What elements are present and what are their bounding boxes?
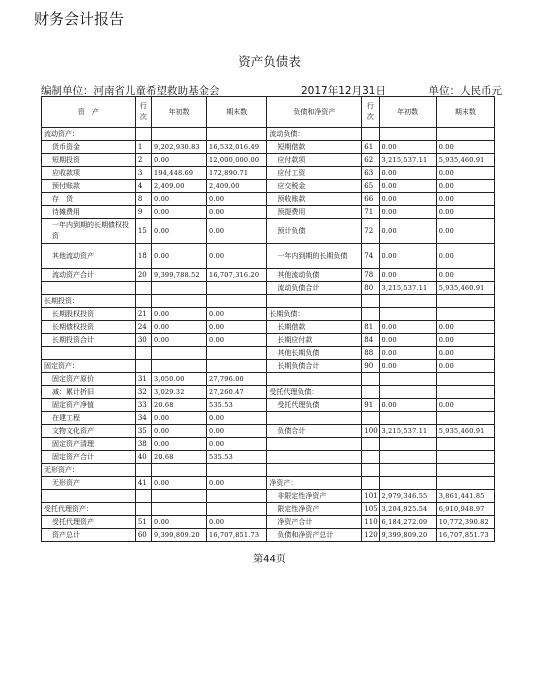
table-cell <box>152 503 207 516</box>
table-cell: 3,204,925.54 <box>379 503 436 516</box>
table-cell: 短期投资 <box>42 154 136 167</box>
table-cell <box>436 308 494 321</box>
table-cell: 长期投资合计 <box>42 334 136 347</box>
table-cell: 0.00 <box>152 206 207 219</box>
table-row <box>42 308 495 321</box>
table-cell: 3,215,537.11 <box>379 154 436 167</box>
table-cell <box>207 295 267 308</box>
table-cell <box>267 295 362 308</box>
table-cell: 长期借款 <box>267 321 362 334</box>
table-cell: 2 <box>135 154 151 167</box>
table-cell <box>135 295 151 308</box>
table-cell: 货币资金 <box>42 141 136 154</box>
column-header: 行次 <box>362 97 379 128</box>
table-cell <box>207 360 267 373</box>
table-cell: 16,532,016.49 <box>207 141 267 154</box>
table-cell: 0.00 <box>436 167 494 180</box>
table-cell: 0.00 <box>152 308 207 321</box>
table-row <box>42 464 495 477</box>
table-cell: 0.00 <box>207 193 267 206</box>
table-row <box>42 451 495 464</box>
table-cell: 88 <box>362 347 379 360</box>
table-cell: 84 <box>362 334 379 347</box>
table-cell: 3,050.00 <box>152 373 207 386</box>
table-cell <box>267 412 362 425</box>
table-row <box>42 360 495 373</box>
table-cell: 80 <box>362 282 379 295</box>
table-cell <box>362 412 379 425</box>
table-cell: 流动资产： <box>42 128 136 141</box>
table-cell: 0.00 <box>207 516 267 529</box>
table-cell: 38 <box>135 438 151 451</box>
table-cell: 62 <box>362 154 379 167</box>
table-cell: 存 货 <box>42 193 136 206</box>
table-cell: 90 <box>362 360 379 373</box>
table-cell: 一年内到期的长期负债 <box>267 244 362 269</box>
table-cell: 0.00 <box>379 141 436 154</box>
table-row <box>42 399 495 412</box>
table-cell <box>379 386 436 399</box>
table-cell: 预付账款 <box>42 180 136 193</box>
table-cell: 0.00 <box>379 269 436 282</box>
table-cell: 非限定性净资产 <box>267 490 362 503</box>
table-cell <box>152 347 207 360</box>
table-cell: 受托代理资产 <box>42 516 136 529</box>
table-cell: 0.00 <box>152 477 207 490</box>
table-cell: 长期负债： <box>267 308 362 321</box>
table-cell: 3,215,537.11 <box>379 425 436 438</box>
table-row <box>42 154 495 167</box>
table-cell: 净资产： <box>267 477 362 490</box>
table-cell <box>152 490 207 503</box>
table-cell: 110 <box>362 516 379 529</box>
table-row <box>42 438 495 451</box>
column-header: 年初数 <box>379 97 436 128</box>
table-cell <box>362 477 379 490</box>
table-cell: 41 <box>135 477 151 490</box>
table-cell <box>135 490 151 503</box>
table-row <box>42 477 495 490</box>
report-header-title: 财务会计报告 <box>34 10 125 28</box>
table-cell <box>152 360 207 373</box>
table-cell <box>152 464 207 477</box>
column-header: 负债和净资产 <box>267 97 362 128</box>
table-cell <box>42 282 136 295</box>
table-cell: 一年内到期的长期债权投资 <box>42 219 136 244</box>
table-cell: 5,935,460.91 <box>436 282 494 295</box>
table-cell: 3,861,441.85 <box>436 490 494 503</box>
table-cell: 3,029.32 <box>152 386 207 399</box>
table-cell: 0.00 <box>379 347 436 360</box>
table-cell: 63 <box>362 167 379 180</box>
table-cell: 预计负债 <box>267 219 362 244</box>
table-cell: 受托代理负债 <box>267 399 362 412</box>
table-cell: 8 <box>135 193 151 206</box>
table-cell: 流动负债合计 <box>267 282 362 295</box>
table-cell <box>379 477 436 490</box>
table-cell: 0.00 <box>436 360 494 373</box>
column-header: 年初数 <box>152 97 207 128</box>
table-cell <box>436 477 494 490</box>
table-cell: 2,409.00 <box>152 180 207 193</box>
table-cell: 16,707,851.73 <box>436 529 494 542</box>
column-header: 行次 <box>135 97 151 128</box>
table-cell: 0.00 <box>152 425 207 438</box>
table-cell: 0.00 <box>207 334 267 347</box>
table-cell: 应付款项 <box>267 154 362 167</box>
report-date: 2017年12月31日 <box>301 85 386 97</box>
table-cell <box>42 347 136 360</box>
table-cell: 0.00 <box>379 244 436 269</box>
table-cell <box>135 464 151 477</box>
table-cell: 0.00 <box>436 180 494 193</box>
table-cell: 35 <box>135 425 151 438</box>
table-cell: 无形资产 <box>42 477 136 490</box>
table-cell: 0.00 <box>207 438 267 451</box>
table-cell <box>379 464 436 477</box>
table-cell: 其他流动资产 <box>42 244 136 269</box>
table-cell: 9,399,809.20 <box>379 529 436 542</box>
table-cell: 0.00 <box>379 360 436 373</box>
table-cell: 固定资产合计 <box>42 451 136 464</box>
table-cell: 61 <box>362 141 379 154</box>
table-cell <box>267 451 362 464</box>
table-cell: 0.00 <box>379 334 436 347</box>
table-cell: 34 <box>135 412 151 425</box>
table-cell <box>379 451 436 464</box>
table-cell: 0.00 <box>207 244 267 269</box>
table-cell: 78 <box>362 269 379 282</box>
table-cell: 9,202,930.83 <box>152 141 207 154</box>
table-row <box>42 295 495 308</box>
table-cell: 33 <box>135 399 151 412</box>
table-cell <box>436 464 494 477</box>
table-cell <box>362 438 379 451</box>
table-cell: 应付工资 <box>267 167 362 180</box>
table-row <box>42 180 495 193</box>
table-cell: 30 <box>135 334 151 347</box>
table-cell: 2,979,346.55 <box>379 490 436 503</box>
table-cell: 9,399,809.20 <box>152 529 207 542</box>
table-row <box>42 373 495 386</box>
table-row <box>42 321 495 334</box>
table-cell: 长期股权投资 <box>42 308 136 321</box>
table-cell <box>207 128 267 141</box>
table-cell: 长期投资： <box>42 295 136 308</box>
table-cell: 0.00 <box>379 167 436 180</box>
table-row <box>42 244 495 269</box>
table-cell <box>436 128 494 141</box>
table-cell: 71 <box>362 206 379 219</box>
table-cell <box>152 128 207 141</box>
table-cell <box>135 282 151 295</box>
table-cell: 3 <box>135 167 151 180</box>
table-cell: 0.00 <box>379 193 436 206</box>
table-cell: 31 <box>135 373 151 386</box>
table-cell: 其他长期负债 <box>267 347 362 360</box>
table-cell: 16,707,851.73 <box>207 529 267 542</box>
table-row <box>42 412 495 425</box>
table-cell: 20.68 <box>152 399 207 412</box>
table-cell <box>267 464 362 477</box>
table-cell <box>152 295 207 308</box>
table-cell: 60 <box>135 529 151 542</box>
table-cell <box>436 412 494 425</box>
table-cell: 长期债权投资 <box>42 321 136 334</box>
table-cell: 105 <box>362 503 379 516</box>
table-cell <box>135 360 151 373</box>
table-cell: 0.00 <box>436 193 494 206</box>
table-cell: 减：累计折旧 <box>42 386 136 399</box>
table-cell: 9,399,788.52 <box>152 269 207 282</box>
table-cell: 0.00 <box>436 347 494 360</box>
table-cell: 0.00 <box>436 399 494 412</box>
table-header-row <box>42 97 495 128</box>
table-cell: 0.00 <box>207 308 267 321</box>
table-cell <box>436 373 494 386</box>
page-title: 资产负债表 <box>238 54 301 69</box>
table-cell: 待摊费用 <box>42 206 136 219</box>
table-cell <box>379 412 436 425</box>
table-cell <box>436 386 494 399</box>
table-cell <box>207 503 267 516</box>
table-cell <box>362 451 379 464</box>
table-cell: 0.00 <box>207 412 267 425</box>
table-cell: 短期借款 <box>267 141 362 154</box>
table-cell: 194,448.69 <box>152 167 207 180</box>
table-cell: 2,409.00 <box>207 180 267 193</box>
table-cell <box>362 373 379 386</box>
table-cell: 0.00 <box>436 206 494 219</box>
balance-sheet-table <box>41 96 495 542</box>
table-cell: 9 <box>135 206 151 219</box>
table-cell: 81 <box>362 321 379 334</box>
table-cell: 流动负债： <box>267 128 362 141</box>
table-cell: 72 <box>362 219 379 244</box>
table-cell: 0.00 <box>379 206 436 219</box>
table-cell <box>379 308 436 321</box>
table-cell <box>152 282 207 295</box>
table-cell: 固定资产净值 <box>42 399 136 412</box>
table-row <box>42 516 495 529</box>
table-cell: 0.00 <box>207 425 267 438</box>
table-cell: 120 <box>362 529 379 542</box>
table-cell: 0.00 <box>436 219 494 244</box>
table-cell: 3,215,537.11 <box>379 282 436 295</box>
table-cell: 0.00 <box>379 180 436 193</box>
table-cell: 6,910,948.97 <box>436 503 494 516</box>
table-cell: 负债和净资产总计 <box>267 529 362 542</box>
table-cell <box>362 308 379 321</box>
table-cell: 51 <box>135 516 151 529</box>
table-cell: 535.53 <box>207 399 267 412</box>
table-cell <box>362 464 379 477</box>
report-meta <box>41 83 502 97</box>
table-cell: 预收账款 <box>267 193 362 206</box>
page-number: 第44页 <box>253 554 286 565</box>
table-cell: 66 <box>362 193 379 206</box>
table-cell: 资产总计 <box>42 529 136 542</box>
table-cell: 在建工程 <box>42 412 136 425</box>
table-cell: 101 <box>362 490 379 503</box>
table-row <box>42 128 495 141</box>
table-cell <box>379 438 436 451</box>
table-row <box>42 219 495 244</box>
table-cell: 24 <box>135 321 151 334</box>
table-cell: 0.00 <box>207 219 267 244</box>
table-row <box>42 386 495 399</box>
table-row <box>42 425 495 438</box>
table-cell <box>207 464 267 477</box>
table-cell <box>267 438 362 451</box>
table-cell: 12,000,000.00 <box>207 154 267 167</box>
column-header: 期末数 <box>436 97 494 128</box>
table-cell: 27,796.00 <box>207 373 267 386</box>
table-cell: 100 <box>362 425 379 438</box>
table-cell: 应交税金 <box>267 180 362 193</box>
table-cell <box>362 386 379 399</box>
table-cell: 0.00 <box>152 193 207 206</box>
table-cell: 0.00 <box>207 206 267 219</box>
table-row <box>42 347 495 360</box>
table-cell <box>207 282 267 295</box>
table-cell: 其他流动负债 <box>267 269 362 282</box>
table-cell <box>362 128 379 141</box>
table-cell: 0.00 <box>436 334 494 347</box>
table-cell <box>379 128 436 141</box>
table-cell: 0.00 <box>379 219 436 244</box>
table-cell: 5,935,460.91 <box>436 154 494 167</box>
table-cell: 535.53 <box>207 451 267 464</box>
table-cell: 91 <box>362 399 379 412</box>
table-cell: 0.00 <box>436 244 494 269</box>
table-cell: 0.00 <box>152 154 207 167</box>
currency-unit: 单位：人民币元 <box>428 85 502 97</box>
table-cell: 10,772,390.82 <box>436 516 494 529</box>
table-cell: 6,184,272.09 <box>379 516 436 529</box>
table-cell: 0.00 <box>152 516 207 529</box>
table-cell <box>379 373 436 386</box>
table-cell: 固定资产清理 <box>42 438 136 451</box>
table-cell <box>436 295 494 308</box>
table-row <box>42 167 495 180</box>
table-cell: 限定性净资产 <box>267 503 362 516</box>
table-cell: 固定资产： <box>42 360 136 373</box>
table-cell <box>135 503 151 516</box>
table-cell <box>362 295 379 308</box>
table-row <box>42 282 495 295</box>
table-cell: 74 <box>362 244 379 269</box>
table-cell: 18 <box>135 244 151 269</box>
table-cell <box>207 490 267 503</box>
table-cell: 0.00 <box>379 321 436 334</box>
table-cell: 0.00 <box>379 399 436 412</box>
table-cell <box>436 451 494 464</box>
table-cell: 16,707,316.20 <box>207 269 267 282</box>
table-cell: 0.00 <box>152 244 207 269</box>
table-cell: 受托代理负债： <box>267 386 362 399</box>
table-cell <box>135 128 151 141</box>
table-cell: 0.00 <box>436 321 494 334</box>
column-header: 资 产 <box>42 97 136 128</box>
table-cell: 27,260.47 <box>207 386 267 399</box>
table-cell: 流动资产合计 <box>42 269 136 282</box>
table-row <box>42 529 495 542</box>
table-cell <box>436 438 494 451</box>
table-cell: 0.00 <box>152 438 207 451</box>
table-cell: 无形资产： <box>42 464 136 477</box>
table-row <box>42 269 495 282</box>
table-cell: 20.68 <box>152 451 207 464</box>
reporting-unit: 编制单位：河南省儿童希望救助基金会 <box>41 85 220 97</box>
table-cell: 21 <box>135 308 151 321</box>
column-header: 期末数 <box>207 97 267 128</box>
table-cell: 0.00 <box>152 321 207 334</box>
table-cell: 0.00 <box>152 334 207 347</box>
table-cell: 65 <box>362 180 379 193</box>
table-cell: 5,935,460.91 <box>436 425 494 438</box>
table-row <box>42 193 495 206</box>
table-cell: 预提费用 <box>267 206 362 219</box>
table-cell: 固定资产原价 <box>42 373 136 386</box>
table-row <box>42 503 495 516</box>
table-cell: 文物文化资产 <box>42 425 136 438</box>
table-cell: 4 <box>135 180 151 193</box>
table-cell: 20 <box>135 269 151 282</box>
table-cell <box>207 347 267 360</box>
table-cell: 0.00 <box>436 269 494 282</box>
table-cell: 长期负债合计 <box>267 360 362 373</box>
table-cell: 应收款项 <box>42 167 136 180</box>
table-row <box>42 141 495 154</box>
table-cell <box>267 373 362 386</box>
table-row <box>42 206 495 219</box>
table-cell: 0.00 <box>207 477 267 490</box>
table-cell: 长期应付款 <box>267 334 362 347</box>
table-cell: 受托代理资产： <box>42 503 136 516</box>
table-cell: 172,890.71 <box>207 167 267 180</box>
table-cell: 0.00 <box>152 412 207 425</box>
table-cell: 40 <box>135 451 151 464</box>
table-row <box>42 490 495 503</box>
table-cell: 1 <box>135 141 151 154</box>
table-cell: 15 <box>135 219 151 244</box>
table-cell: 净资产合计 <box>267 516 362 529</box>
table-cell: 0.00 <box>152 219 207 244</box>
table-cell <box>379 295 436 308</box>
table-row <box>42 334 495 347</box>
table-cell: 32 <box>135 386 151 399</box>
table-cell: 0.00 <box>436 141 494 154</box>
table-cell: 负债合计 <box>267 425 362 438</box>
table-cell <box>42 490 136 503</box>
table-cell <box>135 347 151 360</box>
table-cell: 0.00 <box>207 321 267 334</box>
